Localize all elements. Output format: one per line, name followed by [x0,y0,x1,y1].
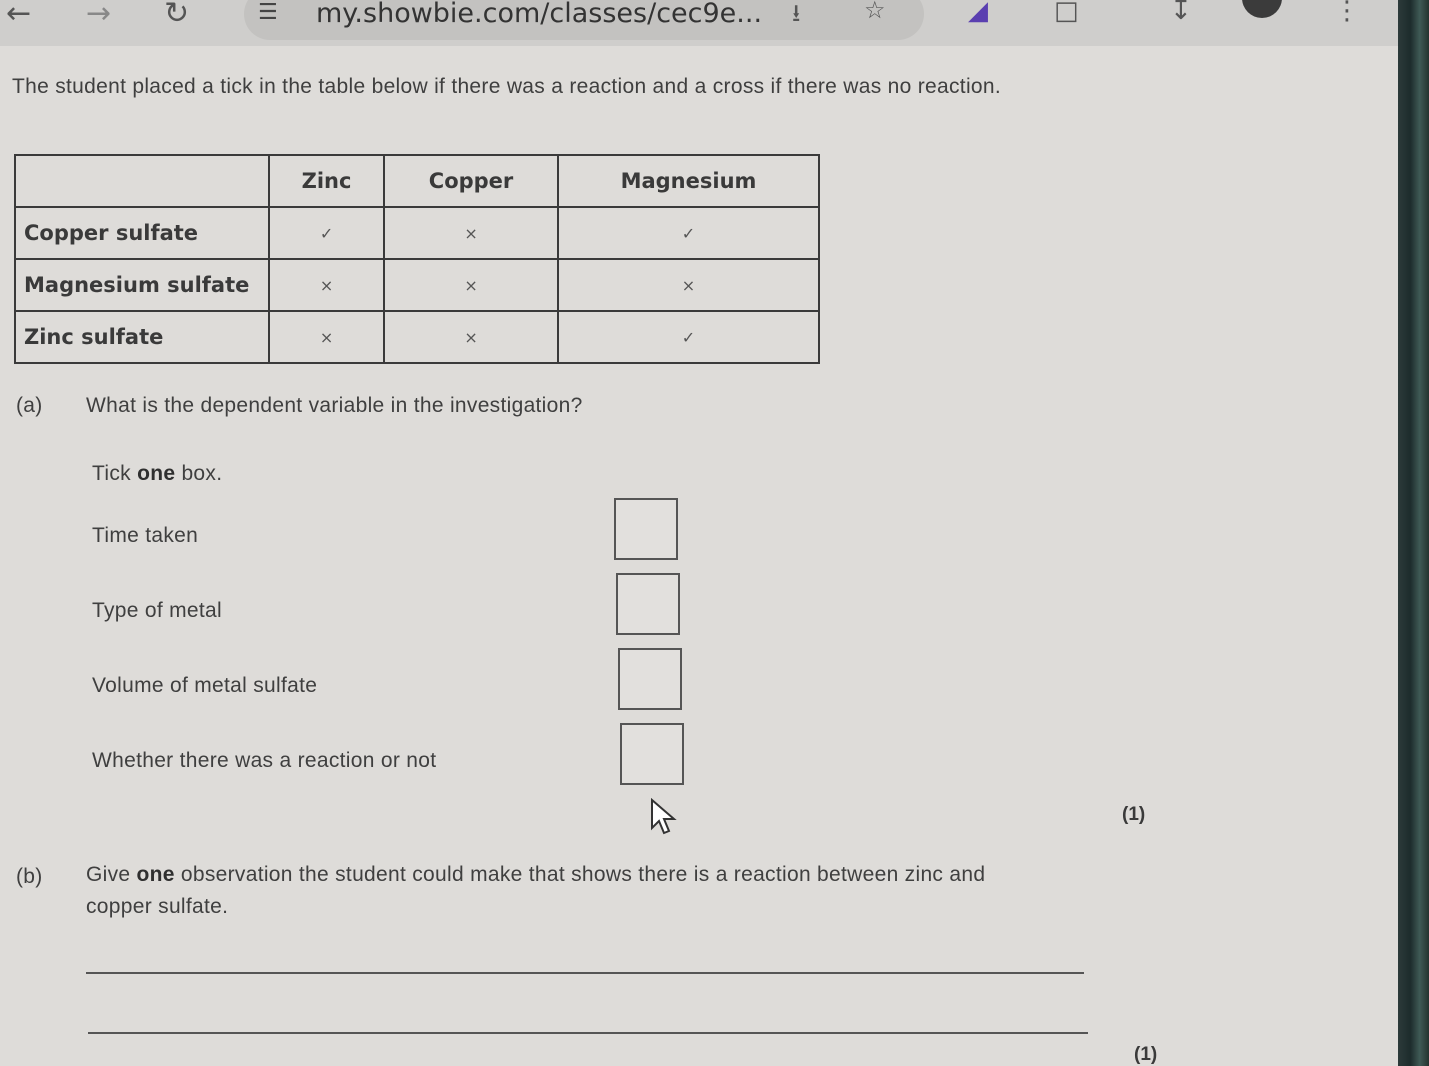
option-tick-box[interactable] [614,498,678,560]
table-header-row [15,155,819,207]
instruction-text [92,462,222,486]
site-info-icon[interactable]: ☰ [258,0,278,25]
question-a-label: (a) [16,394,43,417]
answer-line[interactable] [88,1032,1088,1034]
download-icon[interactable]: ↧ [1170,0,1192,26]
instruction-post: box. [175,462,223,485]
menu-icon[interactable]: ⋮ [1334,0,1360,26]
back-arrow-icon[interactable]: ← [6,0,32,31]
question-b-text-pre: Give [86,863,137,886]
forward-arrow-icon[interactable]: → [86,0,112,31]
address-bar[interactable] [244,0,924,40]
instruction-pre: Tick [92,462,138,485]
option-tick-box[interactable] [618,648,682,710]
table-cell: ✓ [558,311,819,363]
mouse-pointer-icon [650,798,680,838]
sidepanel-icon[interactable]: □ [1054,0,1079,26]
extension-icon[interactable]: ◢ [968,0,988,26]
option-label: Time taken [92,524,199,547]
row-label: Magnesium sulfate [15,259,269,311]
question-b-marks: (1) [1134,1044,1158,1065]
row-label: Copper sulfate [15,207,269,259]
question-b-text [86,859,986,923]
answer-line[interactable] [86,972,1084,974]
option-tick-box[interactable] [616,573,680,635]
table-cell: ✓ [269,207,384,259]
table-row [15,311,819,363]
option-label: Type of metal [92,599,222,622]
question-b-text-bold: one [136,863,175,886]
table-header-cell [15,155,269,207]
url-text[interactable]: my.showbie.com/classes/cec9e... [316,0,763,29]
table-cell: × [269,259,384,311]
table-cell: ✓ [558,207,819,259]
instruction-bold: one [137,462,176,485]
question-a-text: What is the dependent variable in the investigation? [86,394,583,417]
browser-toolbar [0,0,1429,46]
results-table [14,154,820,364]
table-row [15,259,819,311]
option-label: Whether there was a reaction or not [92,749,437,772]
table-cell: × [384,207,558,259]
question-a-marks: (1) [1122,804,1146,825]
bookmark-star-icon[interactable]: ☆ [864,0,886,24]
table-cell: × [384,259,558,311]
table-header-cell: Zinc [269,155,384,207]
table-cell: × [558,259,819,311]
option-tick-box[interactable] [620,723,684,785]
profile-avatar[interactable] [1242,0,1282,18]
row-label: Zinc sulfate [15,311,269,363]
desk-edge [1398,0,1429,1066]
question-b-label: (b) [16,865,43,888]
table-cell: × [269,311,384,363]
worksheet-page [0,46,1398,1066]
table-row [15,207,819,259]
option-label: Volume of metal sulfate [92,674,318,697]
reload-icon[interactable]: ↻ [164,0,190,31]
table-header-cell: Copper [384,155,558,207]
intro-text: The student placed a tick in the table below if there was a reaction and a cross if there was no reaction. [12,75,1002,98]
question-b-text-post: observation the student could make that shows there is a reaction between zinc and copper sulfate. [86,863,986,918]
table-cell: × [384,311,558,363]
table-header-cell: Magnesium [558,155,819,207]
install-app-icon[interactable]: ⭳ [792,0,801,27]
